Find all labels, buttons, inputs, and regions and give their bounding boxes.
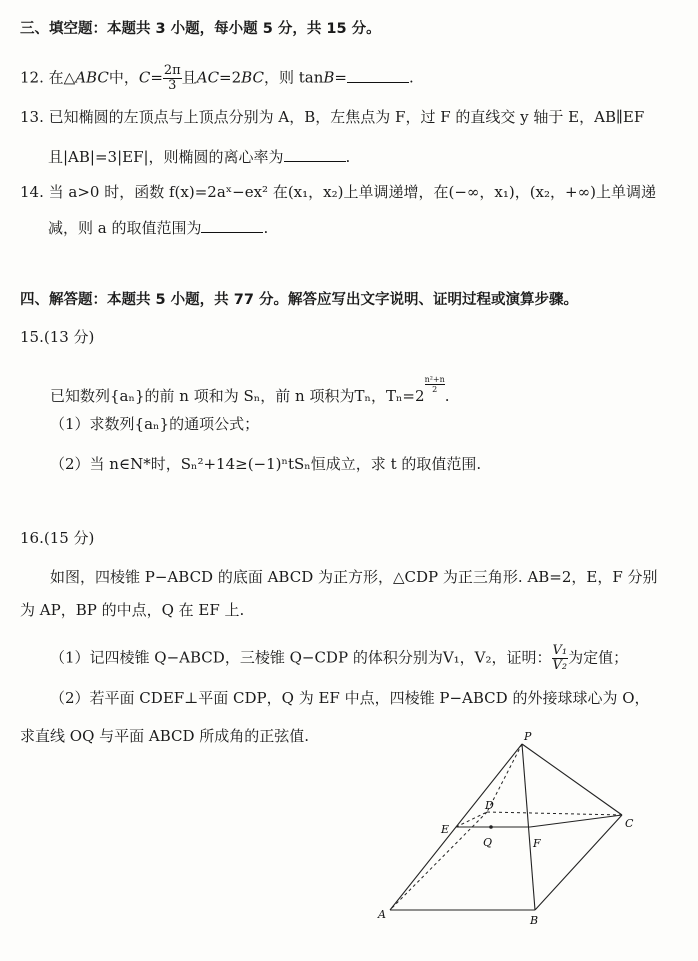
question-16-part1: （1）记四棱锥 Q−ABCD，三棱锥 Q−CDP 的体积分别为V₁，V₂，证明： $\frac{\text{V₁}}{\text{V₂}}$ 为定值； <box>50 643 629 673</box>
question-12: 12. 在△ABC中，C= $\frac{2\pi}{3}$ 且AC=2BC，则 tanB= . <box>20 63 414 93</box>
label-P: P <box>524 730 532 743</box>
question-14-line2: 减，则 a 的取值范围为 . <box>48 219 269 237</box>
question-16-part2-line2: 求直线 OQ 与平面 ABCD 所成角的正弦值. <box>20 727 310 745</box>
question-15-part2: （2）当 n∈N*时，Sₙ²+14≥(−1)ⁿtSₙ恒成立，求 t 的取值范围. <box>50 455 482 473</box>
pyramid-figure <box>370 730 660 930</box>
question-15-number: 15.(13 分) <box>20 328 95 346</box>
label-D: D <box>485 799 494 812</box>
label-E: E <box>441 823 450 836</box>
section4-header: 四、解答题：本题共 5 小题，共 77 分。解答应写出文字说明、证明过程或演算步骤。 <box>20 292 578 308</box>
question-15-part1: （1）求数列{aₙ}的通项公式； <box>50 415 260 433</box>
question-16-number: 16.(15 分) <box>20 529 95 547</box>
question-14-line1: 14. 当 a>0 时，函数 f(x)=2aˣ−ex² 在(x₁，x₂)上单调递增，在(−∞，x₁)，(x₂，+∞)上单调递 <box>20 183 656 201</box>
label-Q: Q <box>483 836 493 849</box>
answer-blank <box>201 218 263 233</box>
question-13-line1: 13. 已知椭圆的左顶点与上顶点分别为 A，B，左焦点为 F，过 F 的直线交 y 轴于 E，AB∥EF <box>20 108 645 126</box>
fraction-v1-v2: $\frac{\text{V₁}}{\text{V₂}}$ <box>552 643 568 673</box>
question-15-intro: 已知数列{aₙ}的前 n 项和为 Sₙ，前 n 项积为Tₙ，Tₙ=2 $^{\frac{\text{n²+n}}{2}}$ . <box>50 375 450 405</box>
question-16-line2: 为 AP，BP 的中点，Q 在 EF 上. <box>20 601 245 619</box>
section3-header: 三、填空题：本题共 3 小题，每小题 5 分，共 15 分。 <box>20 21 381 37</box>
answer-blank <box>347 68 409 83</box>
label-A: A <box>378 908 386 921</box>
fraction-2pi-3: $\frac{2\pi}{3}$ <box>163 63 181 93</box>
question-13-line2: 且|AB|=3|EF|，则椭圆的离心率为 . <box>48 148 351 166</box>
point-q <box>489 825 493 829</box>
label-C: C <box>625 817 634 830</box>
answer-blank <box>284 147 346 162</box>
question-16-part2-line1: （2）若平面 CDEF⊥平面 CDP，Q 为 EF 中点，四棱锥 P−ABCD 的外接球球心为 O， <box>50 689 650 707</box>
question-16-line1: 如图，四棱锥 P−ABCD 的底面 ABCD 为正方形，△CDP 为正三角形. AB=2，E，F 分别 <box>50 568 658 586</box>
label-F: F <box>533 837 541 850</box>
label-B: B <box>530 914 539 927</box>
